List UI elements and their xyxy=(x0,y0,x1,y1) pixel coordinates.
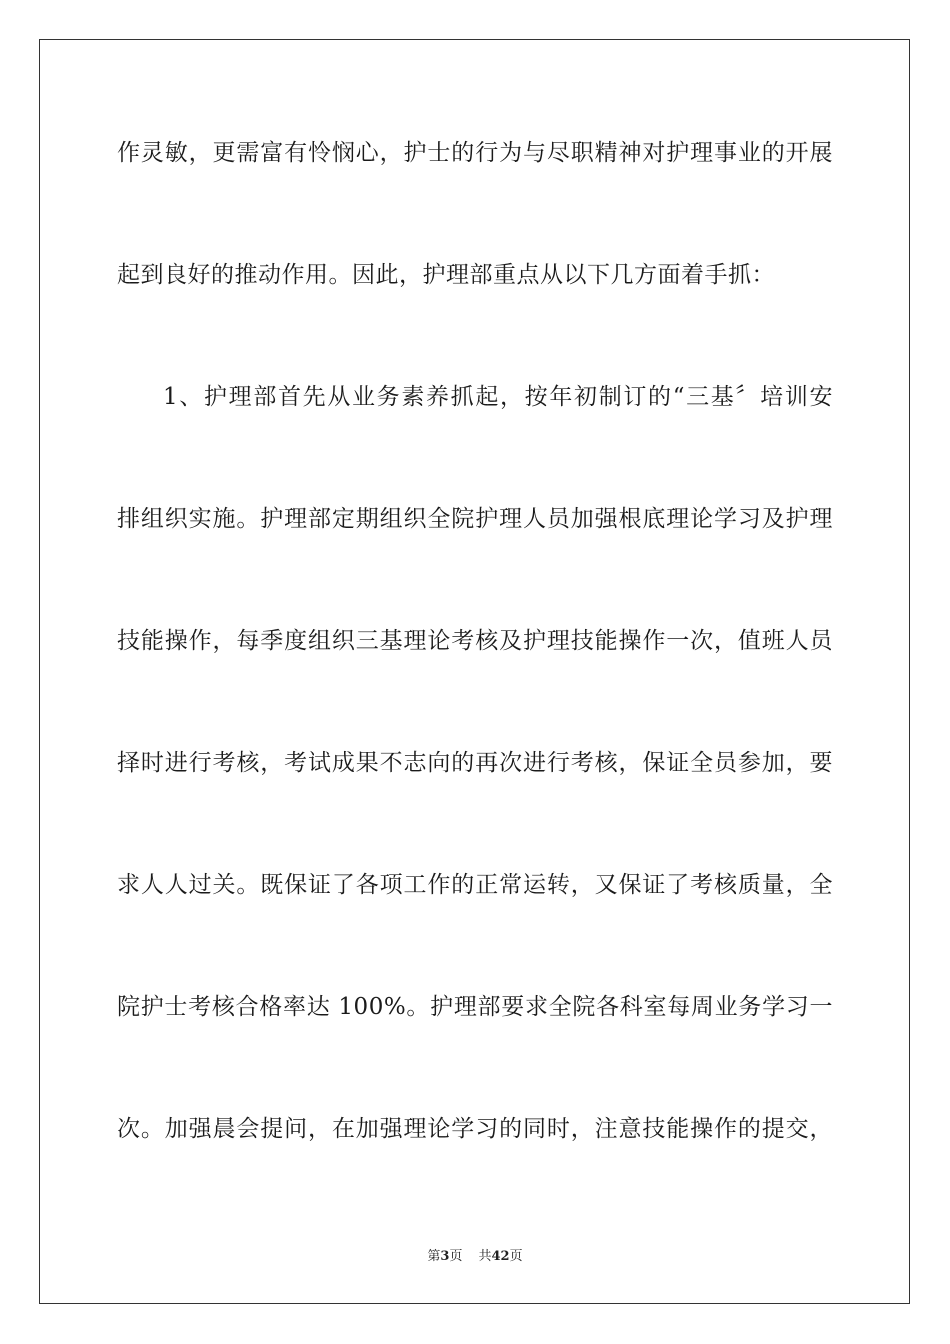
paragraph-line-1: 作灵敏，更需富有怜悯心，护士的行为与尽职精神对护理事业的开展 xyxy=(117,140,833,166)
total-suffix: 页 xyxy=(509,1249,523,1264)
page-suffix: 页 xyxy=(449,1249,463,1264)
paragraph-line-4: 排组织实施。护理部定期组织全院护理人员加强根底理论学习及护理 xyxy=(117,506,833,532)
paragraph-line-5: 技能操作，每季度组织三基理论考核及护理技能操作一次，值班人员 xyxy=(117,628,833,654)
total-pages: 42 xyxy=(491,1249,510,1264)
total-prefix: 共 xyxy=(478,1249,492,1264)
page-footer xyxy=(0,1248,950,1266)
paragraph-line-8: 院护士考核合格率达 100%。护理部要求全院各科室每周业务学习一 xyxy=(117,994,833,1020)
paragraph-line-6: 择时进行考核，考试成果不志向的再次进行考核，保证全员参加，要 xyxy=(117,750,833,776)
paragraph-line-9: 次。加强晨会提问，在加强理论学习的同时，注意技能操作的提交， xyxy=(117,1116,833,1142)
page-number: 3 xyxy=(440,1249,450,1264)
page-prefix: 第 xyxy=(427,1249,441,1264)
paragraph-line-7: 求人人过关。既保证了各项工作的正常运转，又保证了考核质量，全 xyxy=(117,872,833,898)
paragraph-line-3: 1、护理部首先从业务素养抓起，按年初制订的“三基〞培训安 xyxy=(163,384,833,410)
paragraph-line-2: 起到良好的推动作用。因此，护理部重点从以下几方面着手抓： xyxy=(117,262,775,288)
